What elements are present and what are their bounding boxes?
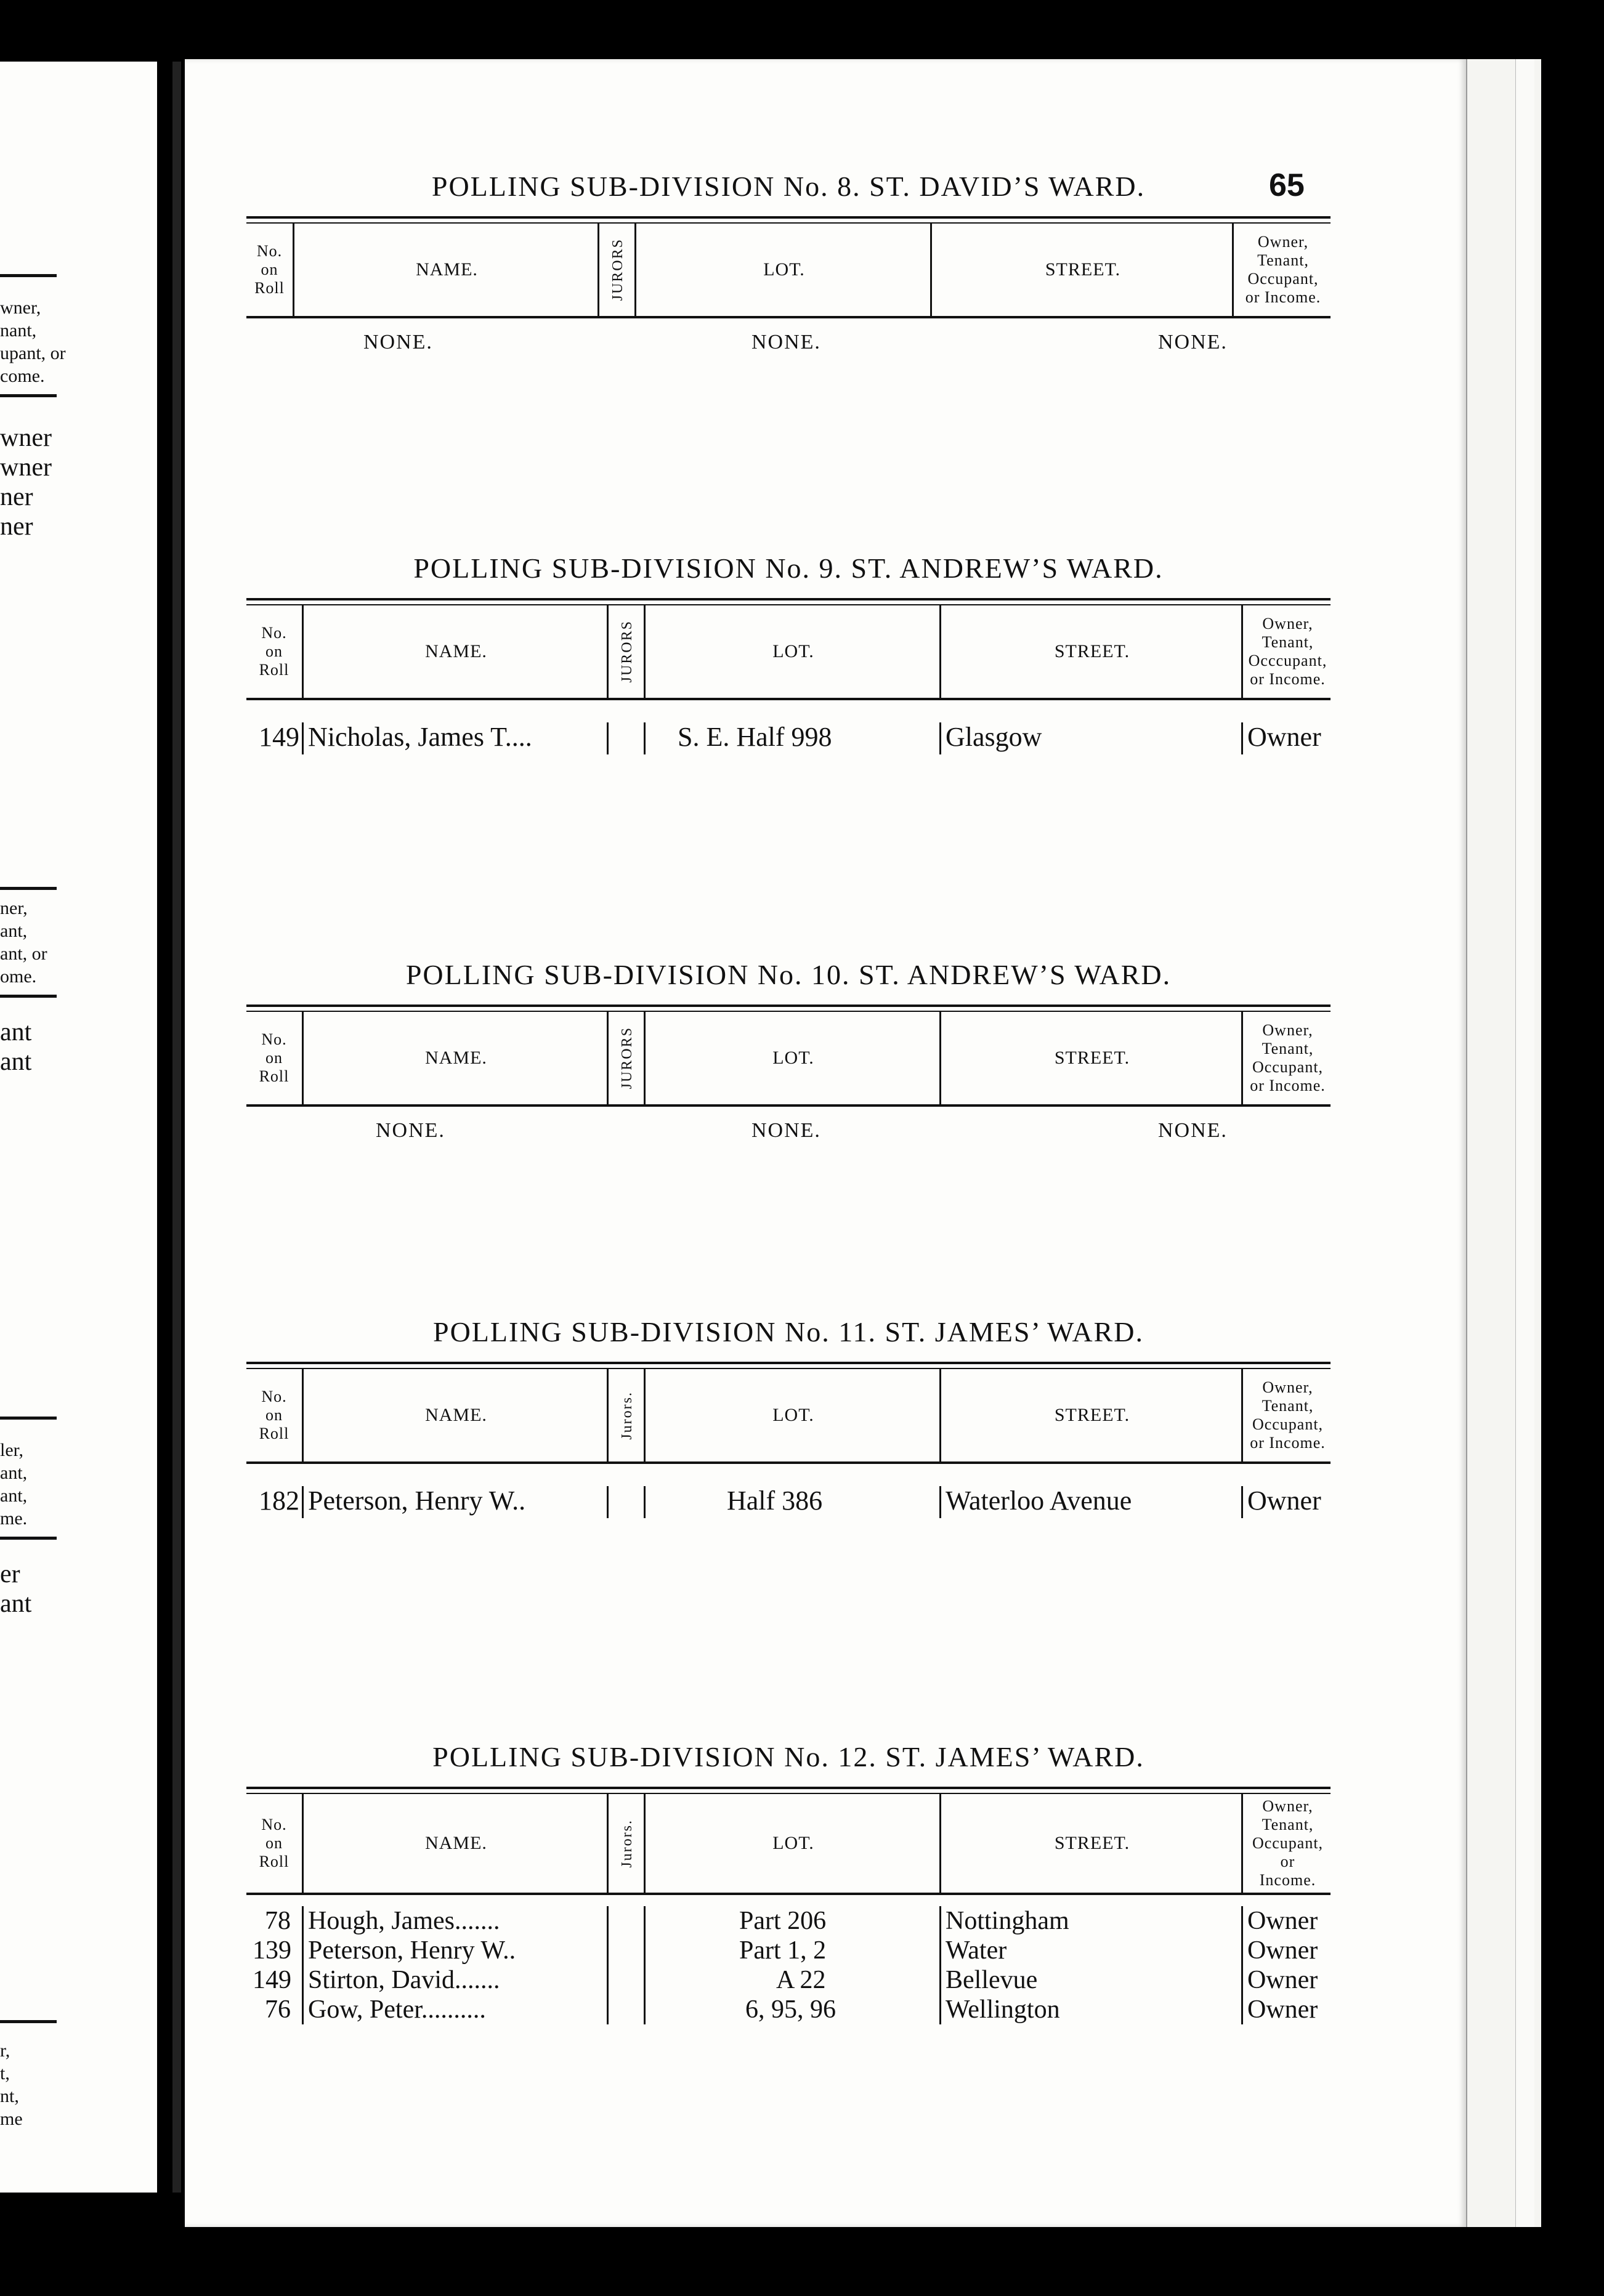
col-status: [1241, 1369, 1332, 1461]
header-text: Roll: [254, 278, 285, 297]
voter-name: Nicholas, James T....: [308, 722, 532, 752]
table-header: [246, 605, 1331, 700]
header-text: Owner,: [1262, 615, 1313, 633]
header-text: Occupant,: [1252, 1415, 1324, 1433]
rows: [246, 1464, 1331, 1519]
col-name: NAME.: [302, 1012, 609, 1104]
column-rule: [939, 1965, 941, 1995]
column-rule: [302, 1906, 304, 1936]
none-label: NONE.: [751, 1119, 821, 1142]
fragment-text: upant, or: [0, 343, 66, 363]
table-row: [246, 1482, 1331, 1519]
status-value: Owner: [1247, 1995, 1318, 2024]
rows: [246, 700, 1331, 756]
header-text: Occcupant,: [1248, 652, 1327, 669]
fragment-text: er: [0, 1560, 20, 1588]
header-text: Owner,: [1262, 1021, 1313, 1040]
fragment-text: r,: [0, 2040, 10, 2061]
fragment-text: ner: [0, 512, 33, 541]
column-rule: [302, 1965, 304, 1995]
column-rule: [644, 1995, 646, 2024]
voter-name: Stirton, David.......: [308, 1966, 500, 1994]
col-status: [1241, 605, 1332, 698]
col-status: [1232, 224, 1332, 316]
header-text: Occupant,: [1252, 1058, 1324, 1076]
header-text: JURORS: [609, 238, 626, 301]
col-lot: LOT.: [634, 224, 932, 316]
header-text: No.: [261, 1030, 287, 1049]
col-name: NAME.: [302, 1369, 609, 1461]
col-jurors: [607, 605, 646, 698]
header-text: Owner,: [1257, 233, 1309, 251]
fragment-text: ant, or: [0, 944, 47, 964]
header-text: No.: [256, 242, 283, 261]
none-label: NONE.: [1158, 331, 1228, 354]
lot-value: 6, 95, 96: [745, 1995, 836, 2024]
fragment-text: wner,: [0, 297, 41, 318]
section-title: POLLING SUB-DIVISION No. 11. ST. JAMES’ WARD.: [433, 1316, 1144, 1348]
table-row: [246, 1936, 1331, 1965]
double-rule: [246, 598, 1331, 605]
col-street: STREET.: [939, 605, 1243, 698]
none-row: [246, 1107, 1331, 1162]
column-rule: [1241, 1936, 1243, 1965]
header-text: on: [265, 642, 283, 661]
header-text: on: [265, 1406, 283, 1425]
column-rule: [302, 1936, 304, 1965]
header-text: Owner,: [1262, 1378, 1313, 1397]
fragment-text: ant: [0, 1018, 32, 1046]
header-text: Tenant,: [1262, 633, 1314, 652]
table-header: [246, 1369, 1331, 1464]
rule: [0, 394, 57, 397]
rule: [0, 887, 57, 890]
column-rule: [644, 1486, 646, 1518]
column-rule: [644, 1906, 646, 1936]
col-lot: LOT.: [644, 1012, 941, 1104]
roll-number: 139: [253, 1936, 291, 1965]
street-value: Water: [946, 1936, 1007, 1965]
header-text: Tenant,: [1257, 251, 1309, 270]
header-text: Owner,: [1262, 1797, 1313, 1816]
page-edge: [1515, 59, 1534, 2227]
table-row: [246, 1906, 1331, 1936]
book-gutter: [172, 62, 181, 2193]
col-jurors: [597, 224, 636, 316]
header-text: on: [261, 261, 278, 279]
column-rule: [1241, 722, 1243, 754]
col-status: [1241, 1012, 1332, 1104]
column-rule: [1241, 1995, 1243, 2024]
header-text: Tenant,: [1262, 1816, 1314, 1834]
col-status: [1241, 1794, 1332, 1893]
voter-name: Gow, Peter..........: [308, 1995, 486, 2024]
status-value: Owner: [1247, 1936, 1318, 1965]
fragment-text: ner: [0, 483, 33, 511]
double-rule: [246, 216, 1331, 224]
page-number: 65: [1269, 168, 1305, 203]
street-value: Glasgow: [946, 722, 1042, 752]
column-rule: [302, 1995, 304, 2024]
roll-table: [246, 216, 1331, 374]
col-no-on-roll: [246, 605, 302, 698]
col-street: STREET.: [939, 1369, 1243, 1461]
table-row: [246, 1965, 1331, 1995]
header-text: Roll: [259, 1852, 290, 1870]
fragment-text: wner: [0, 424, 52, 452]
none-label: NONE.: [363, 331, 433, 354]
col-jurors: [607, 1012, 646, 1104]
header-text: or Income.: [1250, 1076, 1326, 1094]
roll-number: 149: [253, 1966, 291, 1994]
fragment-text: ant,: [0, 921, 28, 941]
roll-table: [246, 598, 1331, 756]
status-value: Owner: [1247, 722, 1321, 752]
column-rule: [607, 1936, 609, 1965]
column-rule: [644, 722, 646, 754]
column-rule: [939, 1936, 941, 1965]
header-text: or Income.: [1250, 1433, 1326, 1452]
col-lot: LOT.: [644, 1794, 941, 1893]
table-row: [246, 1995, 1331, 2024]
col-name: NAME.: [302, 1794, 609, 1893]
fragment-text: ant,: [0, 1463, 28, 1483]
status-value: Owner: [1247, 1966, 1318, 1994]
left-page-fragment: [0, 62, 157, 2193]
table-row: [246, 719, 1331, 756]
col-no-on-roll: [246, 1794, 302, 1893]
column-rule: [939, 1995, 941, 2024]
col-no-on-roll: [246, 224, 293, 316]
header-text: Roll: [259, 1067, 290, 1085]
voter-name: Hough, James.......: [308, 1907, 500, 1935]
column-rule: [607, 1965, 609, 1995]
header-text: No.: [261, 1388, 287, 1406]
col-no-on-roll: [246, 1012, 302, 1104]
street-value: Bellevue: [946, 1966, 1038, 1994]
col-name: NAME.: [293, 224, 599, 316]
fragment-text: come.: [0, 366, 45, 386]
header-text: JURORS: [618, 620, 635, 683]
header-text: Occupant, or: [1252, 1834, 1324, 1870]
header-text: Jurors.: [618, 1819, 635, 1868]
header-text: Occupant,: [1247, 270, 1319, 288]
header-text: Tenant,: [1262, 1397, 1314, 1415]
voter-name: Peterson, Henry W..: [308, 1486, 526, 1516]
col-street: STREET.: [939, 1012, 1243, 1104]
table-header: [246, 224, 1331, 318]
lot-value: Part 1, 2: [739, 1936, 827, 1965]
fragment-text: me.: [0, 1508, 28, 1529]
status-value: Owner: [1247, 1907, 1318, 1935]
section-title: POLLING SUB-DIVISION No. 12. ST. JAMES’ WARD.: [432, 1741, 1144, 1773]
header-text: on: [265, 1049, 283, 1067]
fragment-text: t,: [0, 2063, 10, 2084]
status-value: Owner: [1247, 1486, 1321, 1516]
rule: [0, 274, 57, 277]
fragment-text: ant: [0, 1048, 32, 1076]
header-text: No.: [261, 624, 287, 642]
rows: [246, 1895, 1331, 2024]
street-value: Wellington: [946, 1995, 1060, 2024]
col-lot: LOT.: [644, 1369, 941, 1461]
column-rule: [607, 722, 609, 754]
col-street: STREET.: [939, 1794, 1243, 1893]
column-rule: [644, 1936, 646, 1965]
voter-name: Peterson, Henry W..: [308, 1936, 516, 1965]
col-no-on-roll: [246, 1369, 302, 1461]
header-text: Tenant,: [1262, 1040, 1314, 1058]
fragment-text: nant,: [0, 320, 37, 341]
col-lot: LOT.: [644, 605, 941, 698]
column-rule: [939, 1486, 941, 1518]
header-text: Jurors.: [618, 1391, 635, 1440]
column-rule: [939, 722, 941, 754]
table-header: [246, 1012, 1331, 1107]
document-page: [185, 59, 1466, 2227]
fragment-text: ler,: [0, 1440, 23, 1460]
rule: [0, 1417, 57, 1420]
none-label: NONE.: [376, 1119, 445, 1142]
rule: [0, 2020, 57, 2023]
double-rule: [246, 1004, 1331, 1012]
street-value: Nottingham: [946, 1907, 1069, 1935]
column-rule: [1241, 1906, 1243, 1936]
header-text: No.: [261, 1816, 287, 1834]
fragment-text: ant,: [0, 1486, 28, 1506]
column-rule: [607, 1995, 609, 2024]
double-rule: [246, 1787, 1331, 1794]
roll-table: [246, 1787, 1331, 2024]
section-title: POLLING SUB-DIVISION No. 8. ST. DAVID’S WARD.: [431, 171, 1146, 202]
fragment-text: ner,: [0, 898, 28, 918]
column-rule: [302, 722, 304, 754]
section-title: POLLING SUB-DIVISION No. 10. ST. ANDREW’S WARD.: [405, 959, 1172, 990]
header-text: or Income.: [1245, 288, 1321, 306]
lot-value: Part 206: [739, 1907, 827, 1935]
rule: [0, 995, 57, 998]
roll-table: [246, 1004, 1331, 1162]
lot-value: S. E. Half 998: [678, 722, 832, 752]
lot-value: Half 386: [727, 1486, 823, 1516]
table-header: [246, 1794, 1331, 1895]
roll-number: 78: [265, 1907, 291, 1935]
header-text: on: [265, 1834, 283, 1853]
col-name: NAME.: [302, 605, 609, 698]
roll-number: 76: [265, 1995, 291, 2024]
header-text: Income.: [1259, 1870, 1316, 1889]
column-rule: [1241, 1486, 1243, 1518]
lot-value: A 22: [776, 1966, 826, 1994]
column-rule: [939, 1906, 941, 1936]
col-jurors: [607, 1794, 646, 1893]
double-rule: [246, 1362, 1331, 1369]
none-label: NONE.: [751, 331, 821, 354]
fragment-text: wner: [0, 453, 52, 482]
roll-table: [246, 1362, 1331, 1519]
fragment-text: nt,: [0, 2086, 19, 2106]
fragment-text: ant: [0, 1590, 32, 1618]
roll-number: 182: [259, 1486, 299, 1516]
roll-number: 149: [259, 722, 299, 752]
header-text: JURORS: [618, 1027, 635, 1089]
rule: [0, 1537, 57, 1540]
fragment-text: me: [0, 2109, 23, 2129]
none-row: [246, 318, 1331, 374]
column-rule: [1241, 1965, 1243, 1995]
column-rule: [644, 1965, 646, 1995]
col-jurors: [607, 1369, 646, 1461]
street-value: Waterloo Avenue: [946, 1486, 1132, 1516]
header-text: or Income.: [1250, 669, 1326, 688]
fragment-text: ome.: [0, 966, 37, 987]
header-text: Roll: [259, 1424, 290, 1442]
header-text: Roll: [259, 660, 290, 679]
section-title: POLLING SUB-DIVISION No. 9. ST. ANDREW’S WARD.: [413, 552, 1164, 584]
none-label: NONE.: [1158, 1119, 1228, 1142]
column-rule: [607, 1906, 609, 1936]
col-street: STREET.: [930, 224, 1234, 316]
column-rule: [302, 1486, 304, 1518]
column-rule: [607, 1486, 609, 1518]
